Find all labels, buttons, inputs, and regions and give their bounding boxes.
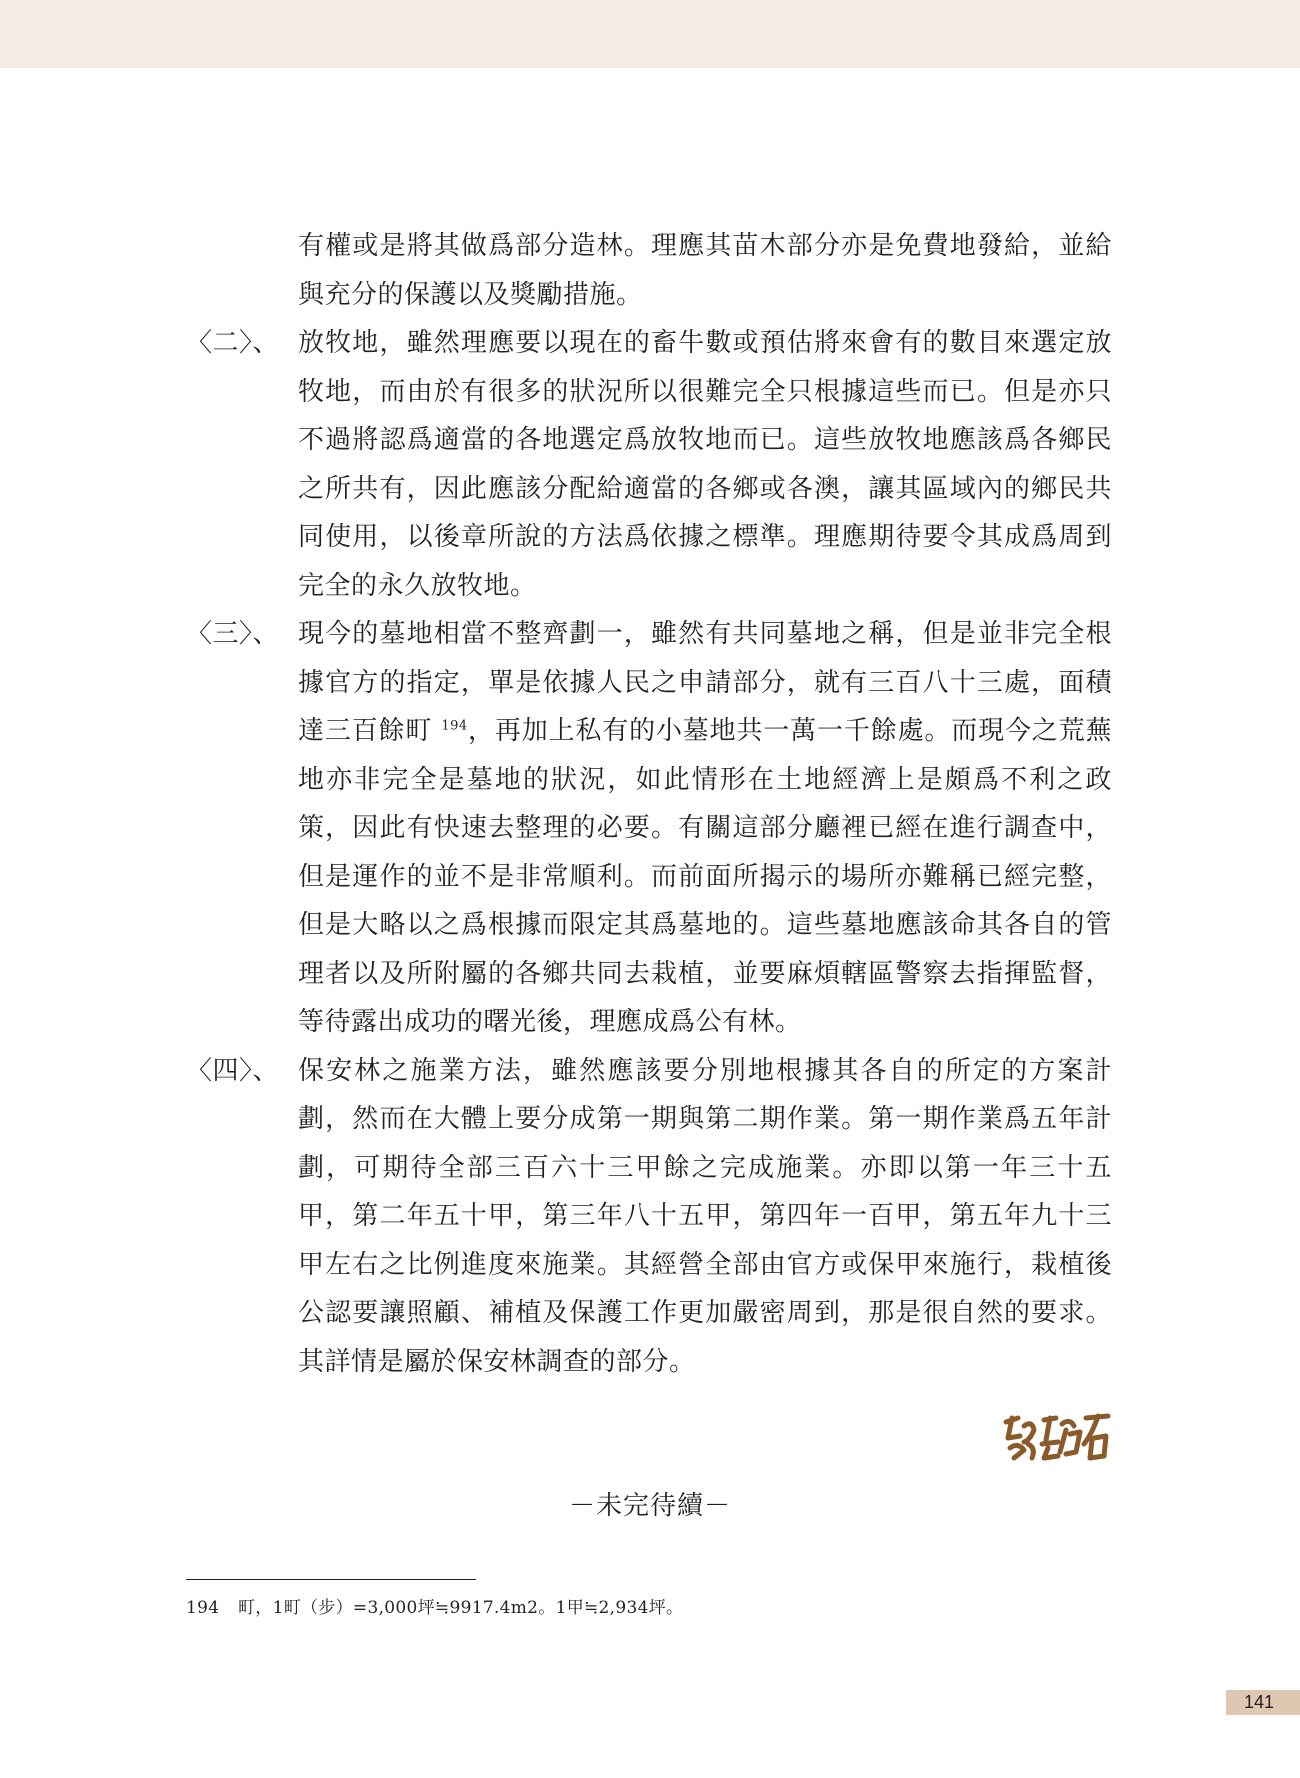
footnote xyxy=(186,1593,683,1618)
paragraph-text xyxy=(298,610,1112,1047)
paragraph-text: 有權或是將其做爲部分造林。理應其苗木部分亦是免費地發給，並給與充分的保護以及獎勵措施。 xyxy=(298,231,1112,310)
paragraph-continuation xyxy=(186,222,1112,319)
body-text xyxy=(186,222,1112,1386)
footnote-number: 194 xyxy=(186,1598,220,1618)
paragraph-text: 放牧地，雖然理應要以現在的畜牛數或預估將來會有的數目來選定放牧地，而由於有很多的狀況所以很難完全只根據這些而已。但是亦只不過將認爲適當的各地選定爲放牧地而已。這些放牧地應該爲各鄉民之所共有，因此應該分配給適當的各鄉或各澳，讓其區域內的鄉民共同使用，以後章所說的方法爲依據之標準。理應期待要令其成爲周到完全的永久放牧地。 xyxy=(298,328,1112,601)
page-number: 141 xyxy=(1226,1690,1300,1715)
item-marker: 〈四〉、 xyxy=(186,1055,280,1086)
item-marker: 〈二〉、 xyxy=(186,328,280,358)
paragraph-item-4 xyxy=(186,1047,1112,1387)
paragraph-item-3 xyxy=(186,610,1112,1047)
footnote-reference[interactable]: 194 xyxy=(441,718,468,734)
paragraph-text: 保安林之施業方法，雖然應該要分別地根據其各自的所定的方案計劃，然而在大體上要分成第一期與第二期作業。第一期作業爲五年計劃，可期待全部三百六十三甲餘之完成施業。亦即以第一年三十五甲，第二年五十甲，第三年八十五甲，第四年一百甲，第五年九十三甲左右之比例進度來施業。其經營全部由官方或保甲來施行，栽植後公認要讓照顧、補植及保護工作更加嚴密周到，那是很自然的要求。其詳情是屬於保安林調查的部分。 xyxy=(298,1055,1112,1377)
calligraphy-seal-logo xyxy=(1000,1408,1112,1464)
paragraph-item-2 xyxy=(186,319,1112,610)
top-decorative-band xyxy=(0,0,1300,68)
text-before-footnote: 現今的墓地相當不整齊劃一，雖然有共同墓地之稱，但是並非完全根據官方的指定，單是依據人民之申請部分，就有三百八十三處，面積達三百餘町 xyxy=(298,619,1112,746)
to-be-continued: －未完待續－ xyxy=(568,1491,731,1521)
footnote-divider xyxy=(186,1579,476,1580)
footnote-text: 町，1町（步）=3,000坪≒9917.4m2。1甲≒2,934坪。 xyxy=(238,1598,684,1618)
item-marker: 〈三〉、 xyxy=(186,619,280,649)
text-after-footnote: ，再加上私有的小墓地共一萬一千餘處。而現今之荒蕪地亦非完全是墓地的狀況，如此情形在土地經濟上是頗爲不利之政策，因此有快速去整理的必要。有關這部分廳裡已經在進行調查中，但是運作的並不是非常順利。而前面所揭示的場所亦難稱已經完整，但是大略以之爲根據而限定其爲墓地的。這些墓地應該命其各自的管理者以及所附屬的各鄉共同去栽植，並要麻煩轄區警察去指揮監督，等待露出成功的曙光後，理應成爲公有林。 xyxy=(298,716,1112,1037)
